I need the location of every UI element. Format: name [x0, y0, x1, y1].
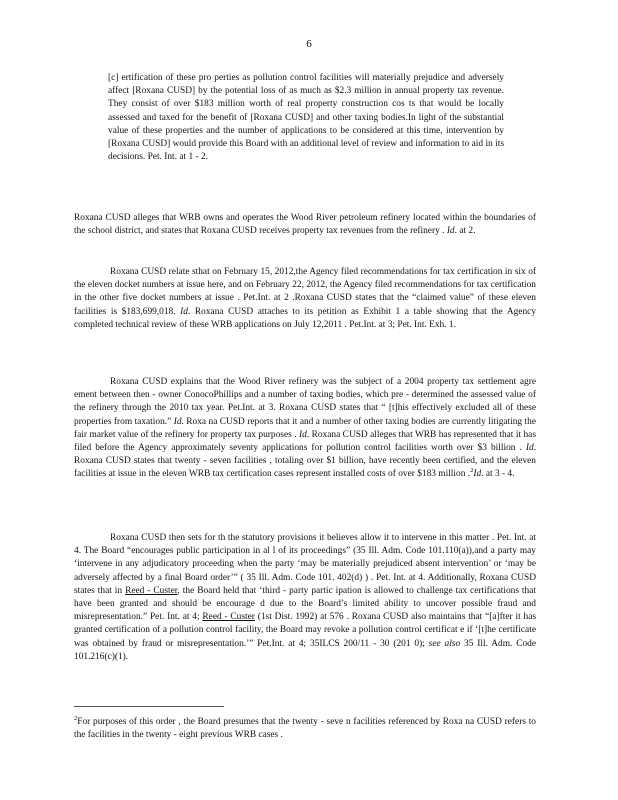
para3-cite-id-1: Id [173, 416, 182, 427]
see-also-signal: see also [428, 638, 461, 649]
para1-cite-id: Id [446, 226, 455, 237]
para1-text-b: . at 2. [454, 226, 476, 237]
footnote-separator [74, 706, 224, 707]
para4-text-d: 35 Ill. Adm. Code 101.216(c)(1). [74, 638, 537, 662]
footnote-reference[interactable]: 2 [470, 467, 474, 475]
paragraph-3 [74, 376, 536, 482]
block-quote: [c] ertification of these pro perties as pollution control facilities will materially prejudice and adversely affect [Roxana CUSD] by the potential loss of as much as $2.3 million in annual property tax revenue. They consist of over $183 million worth of real property construction cos ts that would be locally assessed and taxed for the benefit of [Roxana CUSD] and other taxing bodies.In light of the substantial value of these properties and the number of applications to be considered at this time, intervention by [Roxana CUSD] would provide this Board with an additional level of review and information to aid in its decisions. Pet. Int. at 1 - 2. [108, 73, 504, 163]
para3-cite-id-3: Id [525, 443, 534, 454]
footnote-text: For purposes of this order , the Board presumes that the twenty - seve n facilities referenced by Roxa na CUSD refers to the facilities in the twenty - eight previous WRB cases . [74, 717, 536, 741]
case-name-reed-custer-2: Reed - Custer [202, 612, 255, 623]
page-number: 6 [306, 38, 312, 50]
para3-cite-id-4: Id [473, 469, 482, 480]
para1-text-a: Roxana CUSD alleges that WRB owns and operates the Wood River petroleum refinery located within the boundaries of the school district, and states that Roxana CUSD receives property tax revenues from the refinery . [74, 213, 536, 237]
case-name-reed-custer: Reed - Custer [125, 585, 178, 596]
paragraph-4 [74, 532, 536, 664]
para3-cite-id-2: Id [299, 429, 307, 440]
para3-text-b: . Roxa na CUSD reports that it and a number of other taxing bodies are currently litigating the fair market value of the refinery for property tax purposes . [74, 416, 537, 440]
para3-text-c: . Roxana CUSD alleges that WRB has represented that it has filed before the Agency approximately seventy applications for pollution control facilities worth over $3 billion . [74, 429, 536, 454]
para3-text-e: . at 3 - 4. [481, 469, 515, 480]
footnote [74, 716, 536, 742]
para3-text-d: . Roxana CUSD states that twenty - seven facilities , totaling over $1 billion, have recently been certified, and the eleven facilities at issue in the eleven WRB tax certification cases represent installed costs of over $183 million . [74, 443, 536, 480]
para2-cite-id: Id [180, 306, 188, 317]
para3-text-a: Roxana CUSD explains that the Wood River refinery was the subject of a 2004 property tax settlement agre ement between then - owner ConocoPhillips and a number of taxing bodies, which pre - determined the assessed value of the refinery through the 2010 tax year. Pet.Int. at 3. Roxana CUSD states that “ [t]his effectively excluded all of these properties from taxation.” [74, 377, 536, 427]
para4-text-c: (1st Dist. 1992) at 576 . Roxana CUSD also maintains that “[a]fter it has granted certification of a pollution control facility, the Board may revoke a pollution control certificat e if ‘[t]he certificate was obtained by fraud or misrepresentation.’” Pet.Int. at 4; 35ILCS 200/11 - 30 (201 0); [74, 612, 537, 649]
para2-text-b: . Roxana CUSD attaches to its petition as Exhibit 1 a table showing that the Agency completed technical review of these WRB applications on July 12,2011 . Pet.Int. at 3; Pet. Int. Exh. 1. [74, 306, 537, 330]
para4-text-b: , the Board held that ‘third - party partic ipation is allowed to challenge tax certifications that have been granted and should be encourage d due to the Board’s limited ability to uncover possible fraud and misrepresentation.” Pet. Int. at 4; [74, 585, 536, 623]
footnote-marker: 2 [74, 714, 78, 722]
para2-text-a: Roxana CUSD relate sthat on February 15, 2012,the Agency filed recommendations for tax certification in six of the eleven docket numbers at issue here, and on February 22, 2012, the Agency filed recommendations for tax certification in the other five docket numbers at issue . Pet.Int. at 2 .Roxana CUSD states that the “claimed value” of these eleven facilities is $183,699,018. [74, 267, 536, 317]
para4-text-a: Roxana CUSD then sets for th the statutory provisions it believes allow it to intervene in this matter . Pet. Int. at 4. The Board “encourages public participation in al l of its proceedings” (35 Ill. Adm. Code 101.110(a)),and a party may ‘intervene in any adjudicatory proceeding when the party ‘may be materially prejudiced absent intervention’ or ‘may be adversely affected by a final Board order’” ( 35 Ill. Adm. Code 101. 402(d) ) . Pet. Int. at 4. Additionally, Roxana CUSD states that in [74, 533, 536, 596]
paragraph-1 [74, 212, 536, 238]
paragraph-2 [74, 266, 536, 332]
